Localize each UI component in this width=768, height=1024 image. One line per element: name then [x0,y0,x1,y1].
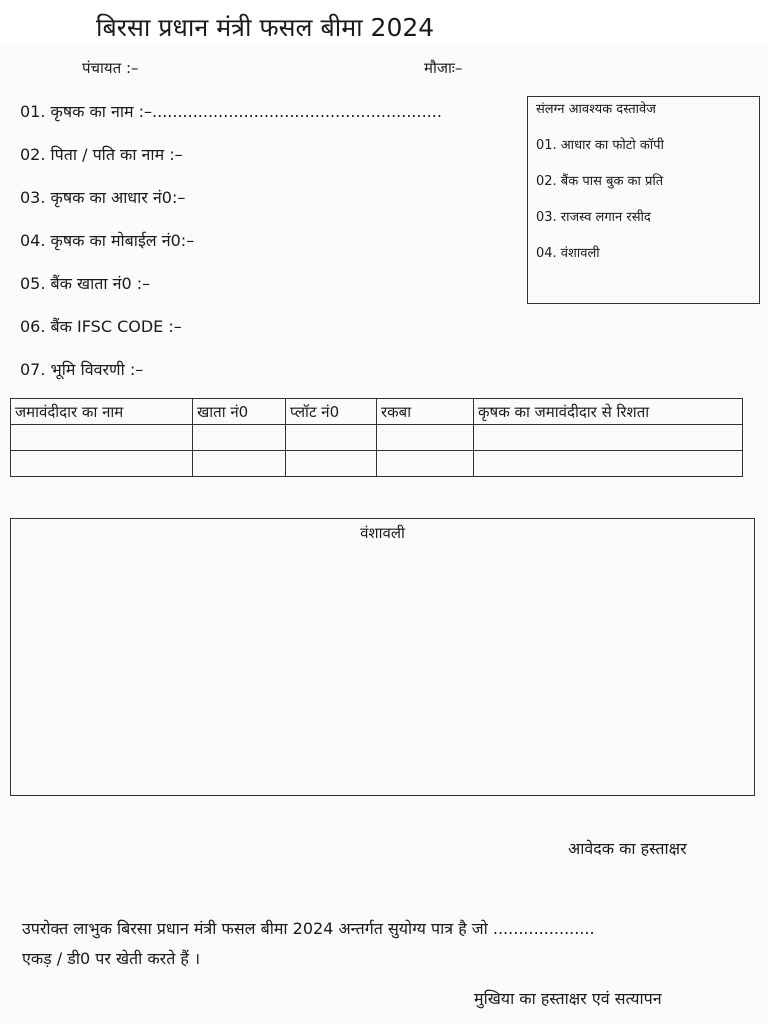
table-cell[interactable] [11,451,193,477]
mukhiya-signature-label: मुखिया का हस्ताक्षर एवं सत्यापन [474,989,662,1008]
table-cell[interactable] [474,451,743,477]
table-cell[interactable] [193,425,286,451]
field-mobile-number: 04. कृषक का मोबाईल नं0:– [20,231,195,250]
column-header-plot-number: प्लॉट नं0 [286,399,377,425]
column-header-relation: कृषक का जमावंदीदार से रिशता [474,399,743,425]
field-farmer-name: 01. कृषक का नाम :–......................................................... [20,102,442,121]
document-item: 04. वंशावली [536,246,600,261]
table-cell[interactable] [11,425,193,451]
field-father-husband-name: 02. पिता / पति का नाम :– [20,145,183,164]
table-cell[interactable] [474,425,743,451]
field-bank-ifsc: 06. बैंक IFSC CODE :– [20,317,182,336]
land-details-table [10,398,743,477]
panchayat-label: पंचायत :– [82,59,139,77]
field-bank-account: 05. बैंक खाता नं0 :– [20,274,151,293]
table-row [11,451,743,477]
form-title: बिरसा प्रधान मंत्री फसल बीमा 2024 [96,13,435,42]
document-item: 03. राजस्व लगान रसीद [536,210,651,225]
table-cell[interactable] [286,451,377,477]
table-header-row [11,399,743,425]
genealogy-box[interactable] [10,518,755,796]
required-documents-title: संलग्न आवश्यक दस्तावेज [536,102,656,117]
required-documents-box [527,96,760,304]
table-cell[interactable] [286,425,377,451]
genealogy-title: वंशावली [360,524,405,542]
certification-line-1: उपरोक्त लाभुक बिरसा प्रधान मंत्री फसल बीमा 2024 अन्तर्गत सुयोग्य पात्र है जो .................... [22,919,595,938]
document-item: 01. आधार का फोटो कॉपी [536,138,664,153]
column-header-holder-name: जमावंदीदार का नाम [11,399,193,425]
table-cell[interactable] [377,425,474,451]
column-header-khata-number: खाता नं0 [193,399,286,425]
applicant-signature-label: आवेदक का हस्ताक्षर [568,839,687,858]
field-land-details: 07. भूमि विवरणी :– [20,360,144,379]
mauja-label: मौजाः– [424,59,463,77]
table-cell[interactable] [193,451,286,477]
certification-line-2: एकड़ / डी0 पर खेती करते हैं । [22,949,201,968]
document-item: 02. बैंक पास बुक का प्रति [536,174,664,189]
table-row [11,425,743,451]
table-cell[interactable] [377,451,474,477]
column-header-area: रकबा [377,399,474,425]
field-aadhaar-number: 03. कृषक का आधार नं0:– [20,188,186,207]
